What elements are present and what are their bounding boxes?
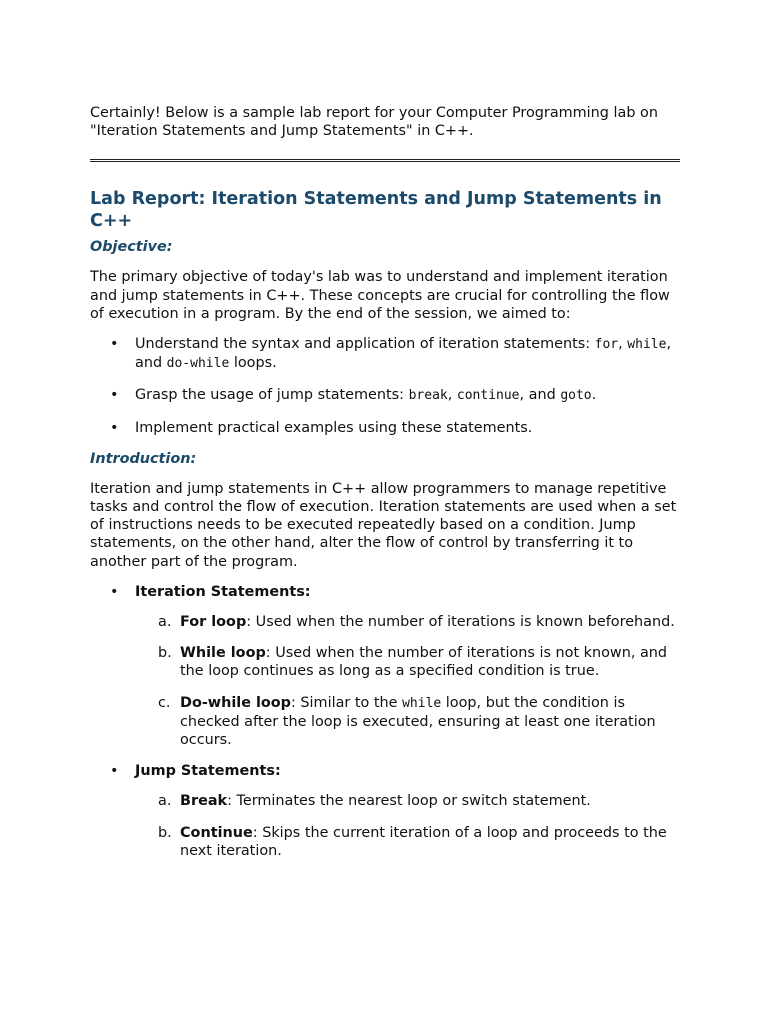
document-page <box>90 104 680 873</box>
objective-heading: Objective: <box>90 239 173 256</box>
introduction-heading: Introduction: <box>90 450 197 467</box>
code-while: while <box>402 695 442 711</box>
bullet-icon: • <box>110 583 119 600</box>
jump-sublist <box>135 792 680 860</box>
description: : Terminates the nearest loop or switch statement. <box>227 793 591 810</box>
iteration-statements-title: Iteration Statements: <box>135 583 311 600</box>
list-item <box>135 694 680 750</box>
description: : Skips the current iteration of a loop and proceeds to the next iteration. <box>180 824 667 859</box>
horizontal-divider <box>90 159 680 162</box>
list-item-text: loops. <box>229 355 277 372</box>
bullet-icon: • <box>110 419 119 436</box>
list-item-text: Grasp the usage of jump statements: <box>135 387 409 404</box>
jump-statements-title: Jump Statements: <box>135 763 281 780</box>
term: While loop <box>180 645 266 662</box>
introduction-paragraph: Iteration and jump statements in C++ allow programmers to manage repetitive tasks and control the flow of execution. Iteration statements are used when a set of instructions needs to be executed repeatedly based on a condition. Jump statements, on the other hand, alter the flow of control by transferring it to another part of the program. <box>90 480 677 570</box>
code-do-while: do-while <box>166 356 230 372</box>
term: For loop <box>180 614 247 631</box>
description: : Similar to the <box>291 694 403 711</box>
description: : Used when the number of iterations is not known, and the loop continues as long as a specified condition is true. <box>180 645 668 680</box>
list-marker: b. <box>158 645 172 662</box>
code-break: break <box>408 388 448 404</box>
list-item <box>135 824 680 860</box>
list-item-text: , <box>618 336 628 353</box>
list-item <box>90 583 680 749</box>
list-item-text: Implement practical examples using these statements. <box>135 419 533 436</box>
list-item <box>135 792 680 810</box>
term: Do-while loop <box>180 694 291 711</box>
code-while: while <box>627 337 667 353</box>
list-item-text: , <box>447 387 457 404</box>
code-goto: goto <box>560 388 592 404</box>
list-item <box>135 644 680 680</box>
list-marker: b. <box>158 824 172 841</box>
term: Break <box>180 793 228 810</box>
list-item-text: , and <box>135 336 672 372</box>
list-item <box>90 386 680 405</box>
description: : Used when the number of iterations is known beforehand. <box>246 614 675 631</box>
list-item-text: Understand the syntax and application of iteration statements: <box>135 336 595 353</box>
description: loop, but the condition is checked after the loop is executed, ensuring at least one iteration occurs. <box>180 694 656 749</box>
list-marker: a. <box>158 793 172 810</box>
list-item <box>135 613 680 631</box>
iteration-sublist <box>135 613 680 749</box>
list-item-text: . <box>591 387 597 404</box>
code-for: for <box>594 337 619 353</box>
objective-list <box>90 335 680 437</box>
term: Continue <box>180 824 253 841</box>
intro-text: Certainly! Below is a sample lab report for your Computer Programming lab on "Iteration Statements and Jump Statements" in C++. <box>90 105 658 140</box>
bullet-icon: • <box>110 336 119 353</box>
report-title: Lab Report: Iteration Statements and Jump Statements in C++ <box>90 189 662 232</box>
objective-paragraph: The primary objective of today's lab was to understand and implement iteration and jump statements in C++. These concepts are crucial for controlling the flow of execution in a program. By the end of the session, we aimed to: <box>90 269 670 322</box>
list-item-text: , and <box>519 387 561 404</box>
bullet-icon: • <box>110 387 119 404</box>
statement-types-list <box>90 583 680 860</box>
list-item <box>90 419 680 437</box>
list-marker: c. <box>158 694 171 711</box>
list-marker: a. <box>158 614 172 631</box>
bullet-icon: • <box>110 763 119 780</box>
list-item <box>90 335 680 373</box>
list-item <box>90 762 680 860</box>
code-continue: continue <box>456 388 520 404</box>
